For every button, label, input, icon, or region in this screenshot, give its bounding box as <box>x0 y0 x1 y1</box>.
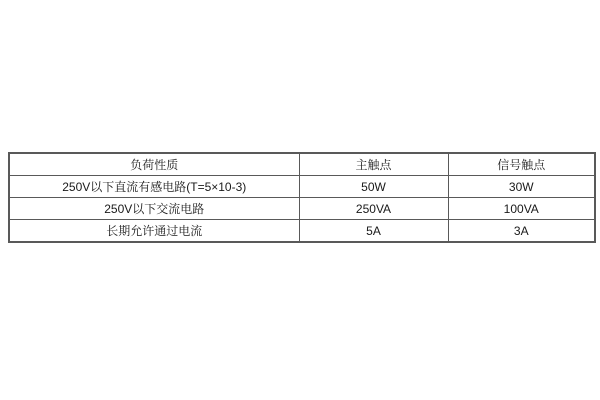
cell-signal-contact-value: 3A <box>448 220 595 243</box>
table-row <box>9 176 595 198</box>
cell-load-type: 250V以下直流有感电路(T=5×10-3) <box>9 176 299 198</box>
cell-load-type: 长期允许通过电流 <box>9 220 299 243</box>
cell-signal-contact-value: 30W <box>448 176 595 198</box>
cell-main-contact-value: 5A <box>299 220 448 243</box>
cell-main-contact-value: 50W <box>299 176 448 198</box>
cell-signal-contact-value: 100VA <box>448 198 595 220</box>
header-cell-load-type: 负荷性质 <box>9 153 299 176</box>
spec-table <box>8 152 596 243</box>
header-row <box>9 153 595 176</box>
cell-load-type: 250V以下交流电路 <box>9 198 299 220</box>
cell-main-contact-value: 250VA <box>299 198 448 220</box>
table-row <box>9 220 595 243</box>
header-cell-signal-contact: 信号触点 <box>448 153 595 176</box>
table-row <box>9 198 595 220</box>
header-cell-main-contact: 主触点 <box>299 153 448 176</box>
